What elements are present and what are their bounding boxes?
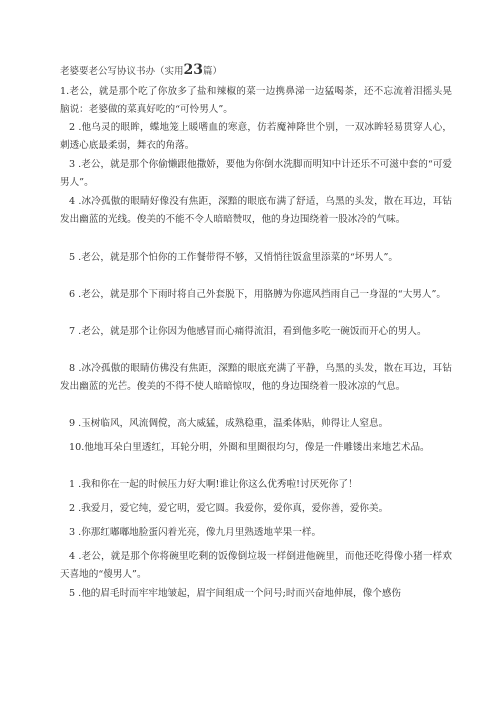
document-title: [60, 62, 222, 78]
paragraph-4: 4 .冰冷孤傲的眼睛好像没有焦距，深黯的眼底布满了舒适，乌黑的头发，散在耳边，耳钻发出幽蓝的光线。俊美的不能不令人暗暗赞叹，他的身边围绕着一股冰冷的气味。: [60, 196, 452, 225]
paragraph-10: 10.他地耳朵白里透红，耳轮分明，外圈和里圈很均匀，像是一件雕镂出来地艺术品。: [69, 442, 430, 453]
paragraph-6: 6 .老公，就是那个下雨时将自己外套脱下，用胳膊为你遮风挡雨自己一身湿的“大男人”。: [69, 289, 446, 300]
title-suffix: 篇）: [203, 66, 223, 77]
paragraph-3: 3 .老公，就是那个你偷懒跟他撒娇，要他为你倒水洗脚而明知中计还乐不可滋中套的“可爱男人”。: [60, 159, 452, 188]
title-number: 23: [183, 62, 203, 78]
paragraph-14: 4 .老公，就是那个你将碗里吃剩的饭像倒垃圾一样倒进他碗里，而他还吃得像小猪一样欢天喜地的“傻男人”。: [60, 551, 452, 580]
paragraph-1: 1.老公，就是那个吃了你放多了盐和辣椒的菜一边携鼻涕一边猛喝茶，还不忘流着泪摇头晃脑说：老婆做的菜真好吃的“可怜男人”。: [60, 86, 452, 115]
paragraph-11: 1 .我和你在一起的时候压力好大啊!谁让你这么优秀啦!讨厌死你了！: [69, 479, 358, 490]
paragraph-12: 2 .我爱月，爱它纯，爱它明，爱它圆。我爱你，爱你真，爱你善，爱你美。: [69, 503, 389, 514]
paragraph-8: 8 .冰冷孤傲的眼睛仿佛没有焦距，深黯的眼底充满了平静，乌黑的头发，散在耳边，耳钻发出幽蓝的光芒。俊美的不得不使人暗暗惊叹，他的身边围绕着一股冰凉的气息。: [60, 363, 452, 392]
paragraph-2: 2 .他乌灵的眼眸，蝶地笼上暖嗜血的寒意，仿若魔神降世个别，一双冰眸轻易贯穿人心，刺透心底最柔弱，舞衣的角落。: [60, 122, 452, 151]
paragraph-13: 3 .你那红嘟嘟地脸蛋闪着光亮，像九月里熟透地苹果一样。: [69, 527, 322, 538]
paragraph-5: 5 .老公，就是那个怕你的工作餐带得不够，又悄悄往饭盒里添菜的“坏男人”。: [69, 252, 399, 263]
paragraph-9: 9 .玉树临风，风流倜傥，高大威猛，成熟稳重，温柔体贴，帅得让人窒息。: [69, 418, 389, 429]
paragraph-15: 5 .他的眉毛时而牢牢地皱起，眉宇间组成一个问号;时而兴奋地伸展，像个感伤: [69, 588, 402, 599]
title-prefix: 老婆要老公写协议书办（实用: [60, 66, 184, 77]
paragraph-7: 7 .老公，就是那个让你因为他感冒而心痛得流泪，看到他多吃一碗饭而开心的男人。: [69, 326, 427, 337]
